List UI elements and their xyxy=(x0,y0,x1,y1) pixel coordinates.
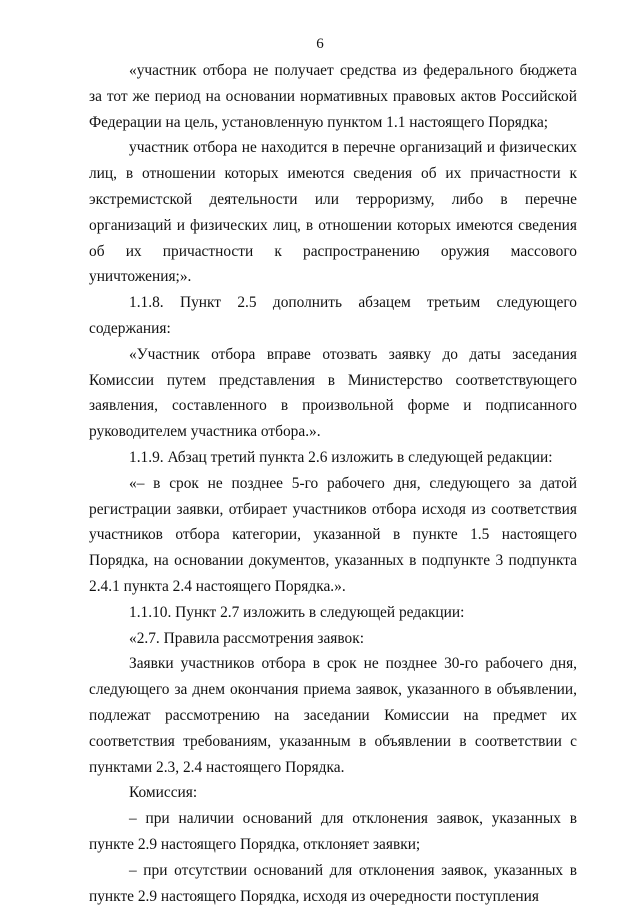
paragraph-no-rejection-grounds: – при отсутствии оснований для отклонения заявок, указанных в пункте 2.9 настоящего Порядка, исходя из очередности поступления xyxy=(89,861,577,905)
paragraph-eligibility-federal-budget: «участник отбора не получает средства из федерального бюджета за тот же период на основании нормативных правовых актов Российской Федерации на цель, установленную пунктом 1.1 настоящего Порядка; xyxy=(89,62,577,131)
page-number: 6 xyxy=(316,36,324,52)
document-body xyxy=(89,58,577,909)
paragraph-amendment-1-1-9: 1.1.9. Абзац третий пункта 2.6 изложить в следующей редакции: xyxy=(129,448,553,466)
paragraph-selection-deadline: «– в срок не позднее 5-го рабочего дня, следующего за датой регистрации заявки, отбирает участников отбора исходя из соответствия участников отбора категории, указанной в пункте 1.5 настоящего Порядка, на основании документов, указанных в подпункте 3 подпункта 2.4.1 пункта 2.4 настоящего Порядка.». xyxy=(89,474,577,595)
paragraph-amendment-1-1-10: 1.1.10. Пункт 2.7 изложить в следующей редакции: xyxy=(129,603,465,621)
paragraph-rules-heading: «2.7. Правила рассмотрения заявок: xyxy=(129,629,364,647)
paragraph-withdraw-application: «Участник отбора вправе отозвать заявку до даты заседания Комиссии путем представления в Министерство соответствующего заявления, составленного в произвольной форме и подписанного руководителем участника отбора.». xyxy=(89,345,577,441)
paragraph-reject-applications: – при наличии оснований для отклонения заявок, указанных в пункте 2.9 настоящего Порядка, отклоняет заявки; xyxy=(89,810,577,853)
paragraph-amendment-1-1-8: 1.1.8. Пункт 2.5 дополнить абзацем третьим следующего содержания: xyxy=(89,294,577,337)
paragraph-review-deadline: Заявки участников отбора в срок не позднее 30-го рабочего дня, следующего за днем окончания приема заявок, указанного в объявлении, подлежат рассмотрению на заседании Комиссии на предмет их соответствия требованиям, указанным в объявлении в соответствии с пунктами 2.3, 2.4 настоящего Порядка. xyxy=(89,655,577,776)
paragraph-commission-label: Комиссия: xyxy=(129,784,198,802)
paragraph-eligibility-extremism-list: участник отбора не находится в перечне организаций и физических лиц, в отношении которых имеются сведения об их причастности к экстремистской деятельности или терроризму, либо в перечне организаций и физических лиц, в отношении которых имеются сведения об их причастности к распространению оружия массового уничтожения;». xyxy=(89,139,577,286)
